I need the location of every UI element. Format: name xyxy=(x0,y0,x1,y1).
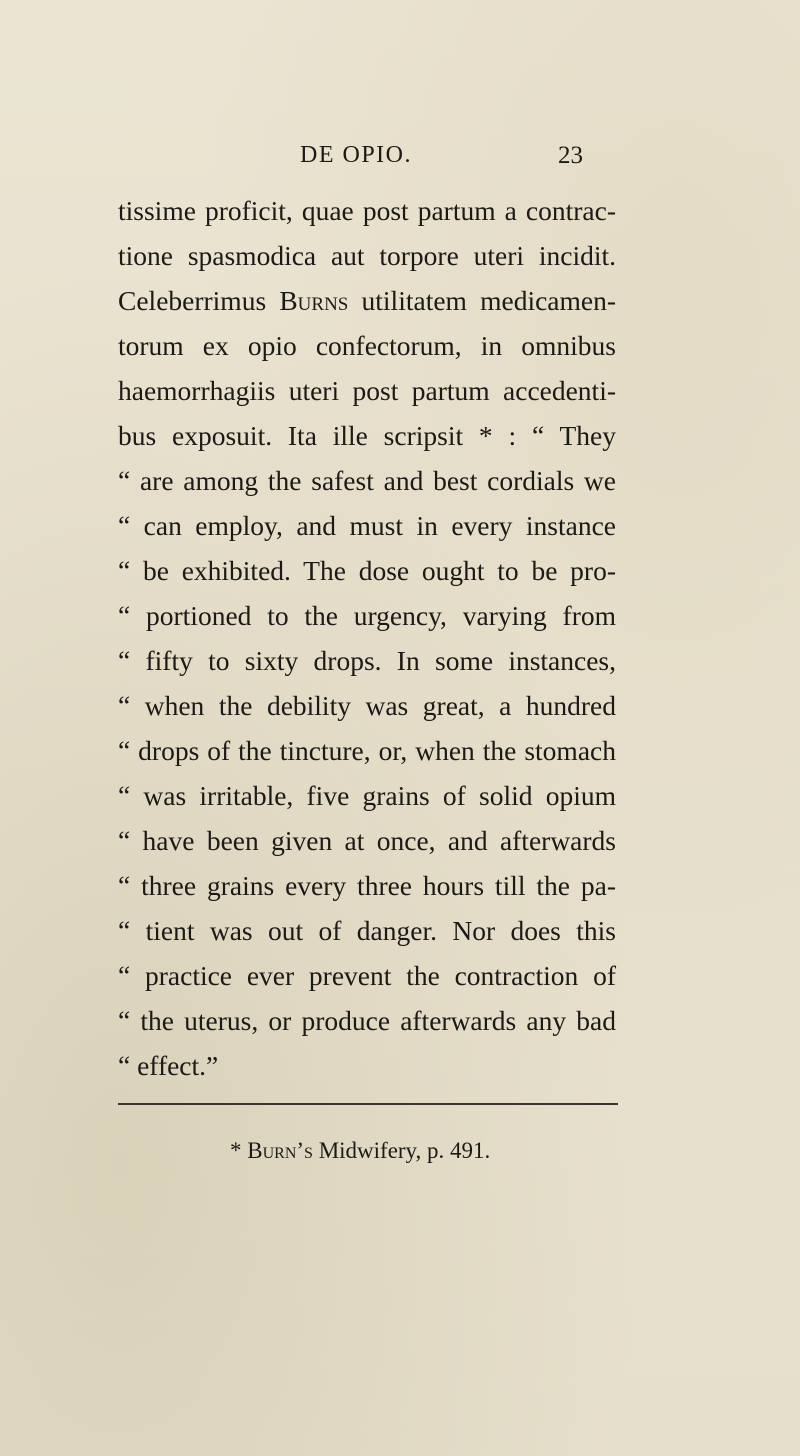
text-line: bus exposuit. Ita ille scripsit * : “ They xyxy=(118,420,616,451)
footnote xyxy=(230,1138,490,1164)
text-line: “ the uterus, or produce afterwards any bad xyxy=(118,1005,616,1036)
text-line xyxy=(118,278,616,323)
text-line: “ drops of the tincture, or, when the stomach xyxy=(118,735,616,766)
text-line: “ have been given at once, and afterwards xyxy=(118,825,616,856)
text-fragment: utilitatem medicamen- xyxy=(361,285,616,316)
text-line: “ when the debility was great, a hundred xyxy=(118,690,616,721)
text-line: “ be exhibited. The dose ought to be pro- xyxy=(118,555,616,586)
text-line: “ are among the safest and best cordials we xyxy=(118,465,616,496)
author-name-burns: Burns xyxy=(279,285,349,316)
text-line: “ was irritable, five grains of solid opium xyxy=(118,780,616,811)
text-line: “ fifty to sixty drops. In some instances, xyxy=(118,645,616,676)
text-line: tione spasmodica aut torpore uteri incidit. xyxy=(118,240,616,271)
text-line: “ effect.” xyxy=(118,1050,219,1081)
text-fragment: Celeberrimus xyxy=(118,285,267,316)
footnote-author: Burn’s xyxy=(247,1138,313,1163)
text-line: haemorrhagiis uteri post partum accedenti- xyxy=(118,375,616,406)
text-line: torum ex opio confectorum, in omnibus xyxy=(118,330,616,361)
text-line: “ tient was out of danger. Nor does this xyxy=(118,915,616,946)
text-line: “ practice ever prevent the contraction of xyxy=(118,960,616,991)
text-line: tissime proficit, quae post partum a contrac- xyxy=(118,195,616,226)
footnote-text: Midwifery, p. 491. xyxy=(318,1138,491,1163)
text-line: “ can employ, and must in every instance xyxy=(118,510,616,541)
running-head-title: DE OPIO. xyxy=(300,142,412,168)
running-head xyxy=(0,142,800,172)
page-number: 23 xyxy=(558,142,583,169)
text-line: “ portioned to the urgency, varying from xyxy=(118,600,616,631)
text-line: “ three grains every three hours till the pa- xyxy=(118,870,616,901)
footnote-marker: * xyxy=(230,1138,242,1163)
footnote-rule xyxy=(118,1103,618,1105)
body-text xyxy=(118,188,616,1088)
